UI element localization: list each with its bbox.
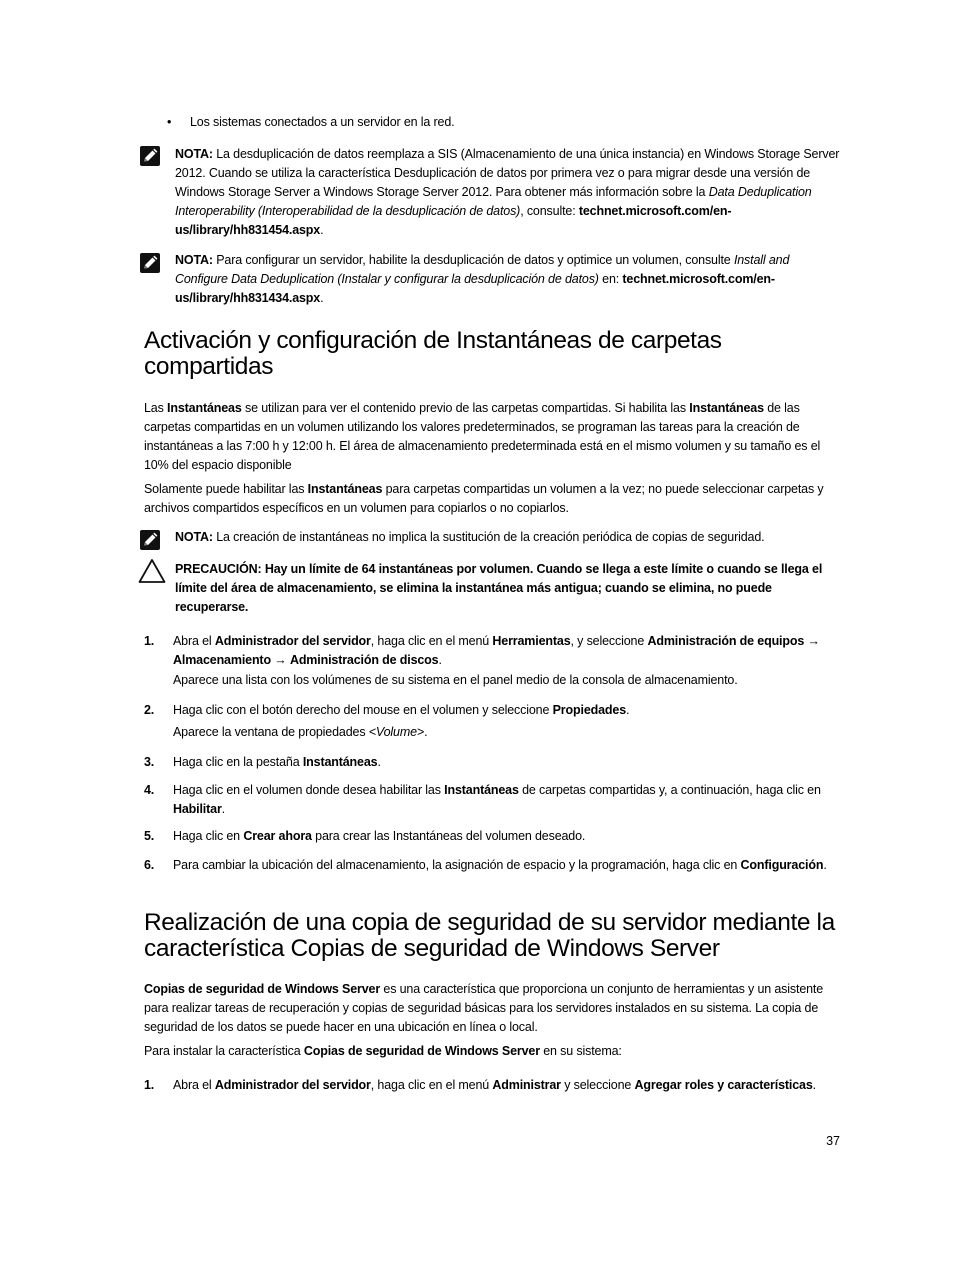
step-number: 1. [144, 634, 155, 648]
note-label: NOTA: [175, 253, 213, 267]
step-1-result: Aparece una lista con los volúmenes de su sistema en el panel medio de la consola de almacenamiento. [173, 673, 738, 687]
doc-title: Data Deduplication Interoperability (Interoperabilidad de la desduplicación de datos) [175, 185, 812, 218]
step-2: Haga clic con el botón derecho del mouse en el volumen y seleccione Propiedades. [173, 703, 630, 717]
note-1: NOTA: La desduplicación de datos reemplaza a SIS (Almacenamiento de una única instancia) en Windows Storage Server 2012. Cuando se utiliza la característica Desduplicación de datos por primera vez o para migrar desde una versión de Windows Storage Server a Windows Storage Server 2012. Para obtener más información sobre la Data Deduplication Interoperability (Interoperabilidad de la desduplicación de datos), consulte: technet.microsoft.com/en-us/library/hh831454.aspx. [175, 147, 840, 237]
section-heading-shadow-copies: Activación y configuración de Instantáneas de carpetas compartidas [144, 327, 722, 380]
note-2: NOTA: Para configurar un servidor, habilite la desduplicación de datos y optimice un volumen, consulte Install and Configure Data Deduplication (Instalar y configurar la desduplicación de datos) en: technet.microsoft.com/en-us/library/hh831434.aspx. [175, 253, 790, 305]
step-number: 5. [144, 829, 155, 843]
caution-label: PRECAUCIÓN: [175, 562, 262, 576]
step-number: 4. [144, 783, 155, 797]
paragraph: Solamente puede habilitar las Instantáneas para carpetas compartidas un volumen a la vez; no puede seleccionar carpetas y archivos compartidos específicos en un volumen para copiarlos o no copiarlos. [144, 482, 824, 515]
step-5: Haga clic en Crear ahora para crear las Instantáneas del volumen deseado. [173, 829, 586, 843]
paragraph: Las Instantáneas se utilizan para ver el contenido previo de las carpetas compartidas. Si habilita las Instantáneas de las carpetas compartidas en un volumen utilizando los valores predeterminados, se programan las tareas para la creación de instantáneas a las 7:00 h y 12:00 h. El área de almacenamiento predeterminada está en el mismo volumen y su tamaño es el 10% del espacio disponible [144, 401, 821, 472]
technet-link[interactable]: technet.microsoft.com/en-us/library/hh831434.aspx [175, 272, 775, 305]
bullet-item: Los sistemas conectados a un servidor en la red. [190, 115, 455, 129]
step-1: Abra el Administrador del servidor, haga clic en el menú Administrar y seleccione Agregar roles y características. [173, 1078, 816, 1092]
paragraph: Copias de seguridad de Windows Server es una característica que proporciona un conjunto de herramientas y un asistente para realizar tareas de recuperación y copias de seguridad básicas para los servidores instalados en su sistema. La copia de seguridad de los datos se puede hacer en una ubicación en línea o local. [144, 982, 824, 1034]
step-number: 2. [144, 703, 155, 717]
caution-note: PRECAUCIÓN: Hay un límite de 64 instantáneas por volumen. Cuando se llega a este límite o cuando se llega el límite del área de almacenamiento, se elimina la instantánea más antigua; cuando se elimina, no puede recuperarse. [175, 562, 823, 614]
section-heading-windows-backup: Realización de una copia de seguridad de su servidor mediante la característica Copias de seguridad de Windows Server [144, 909, 835, 962]
note-label: NOTA: [175, 530, 213, 544]
step-4: Haga clic en el volumen donde desea habilitar las Instantáneas de carpetas compartidas y, a continuación, haga clic en Habilitar. [173, 783, 821, 816]
step-number: 1. [144, 1078, 155, 1092]
step-number: 6. [144, 858, 155, 872]
note-label: NOTA: [175, 147, 213, 161]
step-number: 3. [144, 755, 155, 769]
paragraph: Para instalar la característica Copias de seguridad de Windows Server en su sistema: [144, 1044, 622, 1058]
note-pencil-icon [140, 253, 160, 273]
step-3: Haga clic en la pestaña Instantáneas. [173, 755, 381, 769]
caution-triangle-icon [138, 558, 166, 584]
note-3: NOTA: La creación de instantáneas no implica la sustitución de la creación periódica de copias de seguridad. [175, 530, 765, 544]
doc-title: Install and Configure Data Deduplication (Instalar y configurar la desduplicación de datos) [175, 253, 790, 286]
technet-link[interactable]: technet.microsoft.com/en-us/library/hh831454.aspx [175, 204, 732, 237]
step-6: Para cambiar la ubicación del almacenamiento, la asignación de espacio y la programación, haga clic en Configuración. [173, 858, 827, 872]
page-number: 37 [826, 1134, 840, 1148]
bullet-marker: • [167, 115, 172, 129]
step-1: Abra el Administrador del servidor, haga clic en el menú Herramientas, y seleccione Administración de equipos → Almacenamiento → Administración de discos. [173, 634, 820, 667]
note-pencil-icon [140, 146, 160, 166]
step-2-result: Aparece la ventana de propiedades <Volume>. [173, 725, 428, 739]
note-pencil-icon [140, 530, 160, 550]
